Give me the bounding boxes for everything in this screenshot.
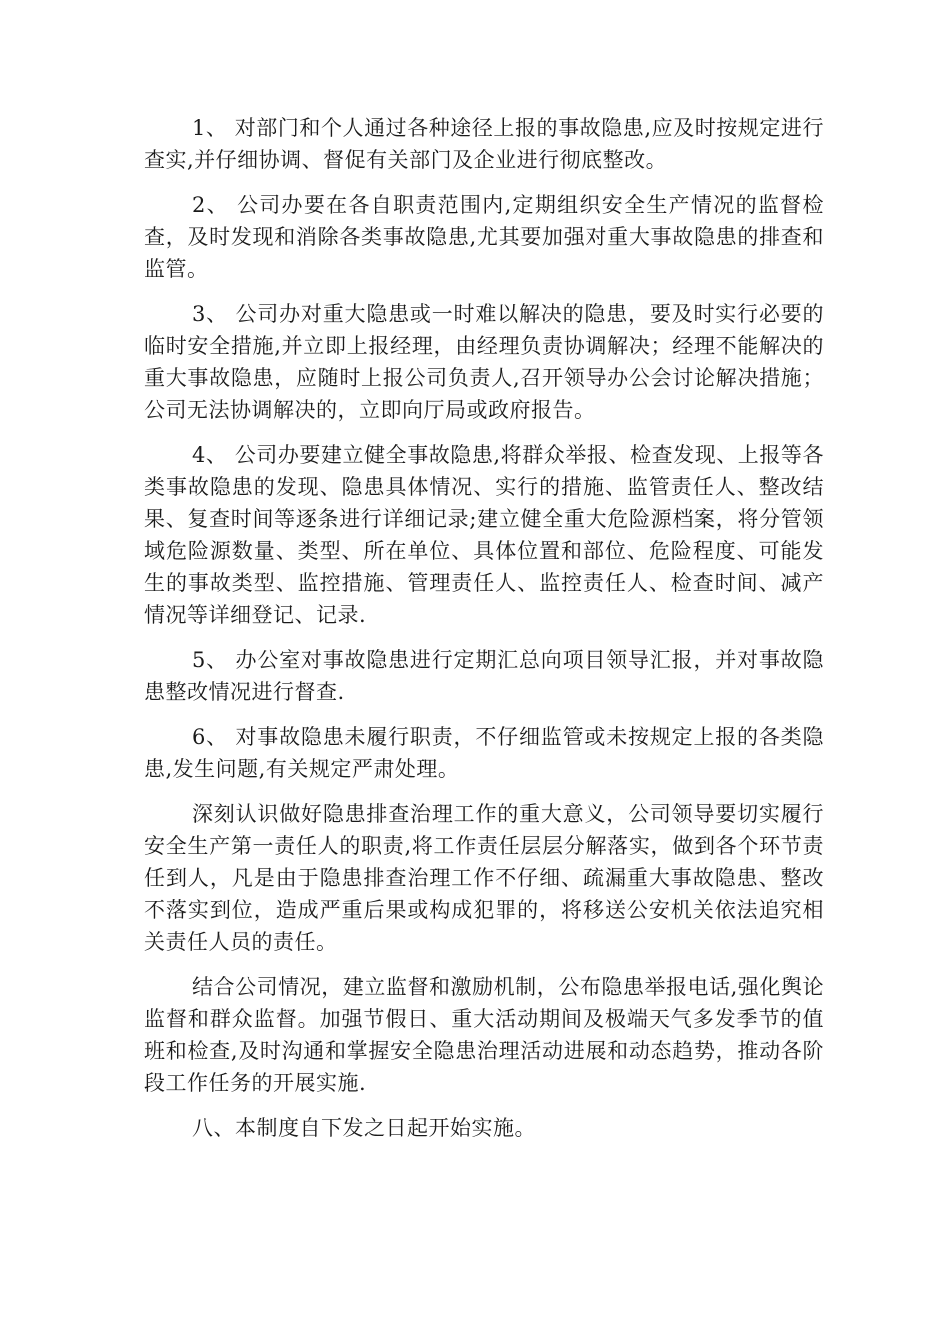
paragraph-supervision: 结合公司情况，建立监督和激励机制，公布隐患举报电话,强化舆论监督和群众监督。加强节假日、重大活动期间及极端天气多发季节的值班和检查,及时沟通和掌握安全隐患治理活动进展和动态趋势，推动各阶段工作任务的开展实施. <box>144 975 824 1095</box>
paragraph-significance: 深刻认识做好隐患排查治理工作的重大意义，公司领导要切实履行安全生产第一责任人的职责,将工作责任层层分解落实，做到各个环节责任到人，凡是由于隐患排查治理工作不仔细、疏漏重大事故隐患、整改不落实到位，造成严重后果或构成犯罪的，将移送公安机关依法追究相关责任人员的责任。 <box>144 802 824 954</box>
paragraph-item-4: 4、 公司办要建立健全事故隐患,将群众举报、检查发现、上报等各类事故隐患的发现、隐患具体情况、实行的措施、监管责任人、整改结果、复查时间等逐条进行详细记录;建立健全重大危险源档案，将分管领域危险源数量、类型、所在单位、具体位置和部位、危险程度、可能发生的事故类型、监控措施、管理责任人、监控责任人、检查时间、减产情况等详细登记、记录. <box>144 443 824 627</box>
paragraph-item-3: 3、 公司办对重大隐患或一时难以解决的隐患，要及时实行必要的临时安全措施,并立即上报经理，由经理负责协调解决；经理不能解决的重大事故隐患，应随时上报公司负责人,召开领导办公会讨论解决措施；公司无法协调解决的，立即向厅局或政府报告。 <box>144 302 824 422</box>
document-body <box>144 112 824 1157</box>
paragraph-item-5: 5、 办公室对事故隐患进行定期汇总向项目领导汇报，并对事故隐患整改情况进行督查. <box>144 648 824 704</box>
paragraph-item-1: 1、 对部门和个人通过各种途径上报的事故隐患,应及时按规定进行查实,并仔细协调、督促有关部门及企业进行彻底整改。 <box>144 116 824 172</box>
paragraph-item-2: 2、 公司办要在各自职责范围内,定期组织安全生产情况的监督检查，及时发现和消除各类事故隐患,尤其要加强对重大事故隐患的排查和监管。 <box>144 193 824 281</box>
paragraph-item-6: 6、 对事故隐患未履行职责，不仔细监管或未按规定上报的各类隐患,发生问题,有关规定严肃处理。 <box>144 725 824 781</box>
paragraph-effective-date: 八、本制度自下发之日起开始实施。 <box>192 1116 536 1140</box>
